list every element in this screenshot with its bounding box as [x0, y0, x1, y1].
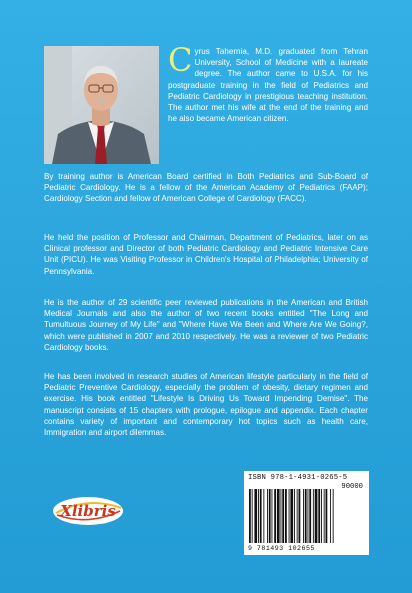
price-code: 90000 — [341, 483, 363, 491]
bio-paragraph-certification: By training author is American Board certified in Both Pediatrics and Sub-Board of Pediatric Cardiology. He is a fellow of the American Academy of Pediatrics (FAAP); Cardiology Section and fellow of American College of Cardiology (FACC). — [44, 172, 368, 204]
barcode-bar — [267, 489, 268, 543]
barcode-bar — [254, 489, 257, 543]
barcode-bar — [313, 489, 314, 543]
barcode-bar — [281, 489, 282, 543]
barcode-bar — [285, 489, 287, 543]
isbn-number: ISBN 978-1-4931-0265-5 — [248, 474, 348, 482]
author-intro-text: yrus Tahernia, M.D. graduated from Tehran University, School of Medicine with a laureate degree. The author came to U.S.A. for his postgraduate training in the field of Pediatrics and Pediatric Cardiology in prestigious teaching institution. The author met his wife at the end of the training and he also became American citizen. — [168, 47, 368, 124]
xlibris-logo-image — [52, 496, 124, 526]
barcode-bar — [315, 489, 318, 543]
barcode-bar — [318, 489, 320, 543]
barcode-bar — [263, 489, 264, 543]
publisher-logo-text: Xlibris — [60, 502, 116, 520]
barcode-bar — [303, 489, 304, 543]
barcode-bar — [294, 489, 295, 543]
dropcap-letter: C — [168, 41, 193, 79]
barcode-bar — [260, 489, 262, 543]
barcode-bar — [321, 489, 322, 543]
barcode-bar — [309, 489, 311, 543]
bio-paragraph-research: He has been involved in research studies of American lifestyle particularly in the field of Pediatric Preventive Cardiology, especially the problem of obesity, dietary regimen and exercise. His book entitled "Lifestyle Is Driving Us Toward Impending Demise". The manuscript consists of 15 chapters with prologue, epilogue and appendix. Each chapter contains variety of important and contemporary hot topics such as health care, Immigration and airport dilemmas. — [44, 372, 368, 438]
barcode-bar — [299, 489, 301, 543]
barcode-bar — [326, 489, 328, 543]
barcode-bar — [330, 489, 331, 543]
barcode-digits: 9 781493 102655 — [248, 545, 315, 552]
author-photo — [44, 46, 159, 164]
barcode-bar — [249, 489, 251, 543]
barcode-bar — [269, 489, 271, 543]
barcode-bars — [248, 489, 364, 545]
barcode-bar — [277, 489, 280, 543]
isbn-barcode — [244, 471, 369, 555]
barcode-bar — [258, 489, 259, 543]
barcode-bar — [297, 489, 298, 543]
barcode-bar — [324, 489, 325, 543]
barcode-bar — [274, 489, 276, 543]
bio-paragraph-positions: He held the position of Professor and Chairman, Department of Pediatrics, later on as Clinical professor and Director of both Pediatric Cardiology and Pediatric Intensive Care Unit (PICU). He was Visiting Professor in Children's Hospital of Philadelphia; University of Pennsylvania. — [44, 233, 368, 276]
barcode-bar — [282, 489, 284, 543]
barcode-bar — [305, 489, 307, 543]
barcode-bar — [252, 489, 253, 543]
publisher-logo — [52, 496, 124, 526]
barcode-bar — [308, 489, 309, 543]
barcode-bar — [272, 489, 273, 543]
author-photo-image — [44, 46, 159, 164]
barcode-bar — [333, 489, 334, 543]
barcode-bar — [289, 489, 290, 543]
barcode-bar — [290, 489, 293, 543]
author-intro — [168, 41, 368, 124]
bio-paragraph-publications: He is the author of 29 scientific peer reviewed publications in the American and British Medical Journals and also the author of two recent books entitled "The Long and Tumultuous Journey of My Life" and "Where Have We Been and Where Are We Going?, which were published in 2007 and 2010 respectively. He was a reviewer of two Pediatric Cardiology books. — [44, 298, 368, 352]
